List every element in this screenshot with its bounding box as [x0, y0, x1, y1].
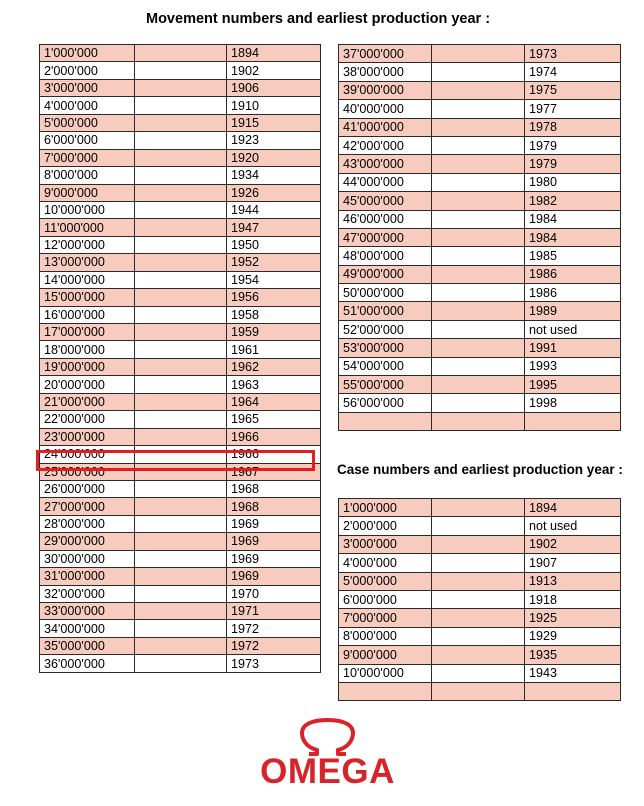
empty-cell	[135, 515, 227, 532]
year-cell: 1923	[227, 132, 321, 149]
serial-number-cell: 27'000'000	[40, 498, 135, 515]
movement-row	[40, 149, 321, 166]
movement-row	[40, 480, 321, 497]
movement-row	[339, 412, 621, 430]
case-row	[339, 664, 621, 682]
serial-number-cell: 28'000'000	[40, 515, 135, 532]
serial-number-cell: 7'000'000	[339, 609, 432, 627]
empty-cell	[135, 324, 227, 341]
serial-number-cell: 6'000'000	[339, 590, 432, 608]
movement-row	[40, 568, 321, 585]
year-cell: 1894	[525, 499, 621, 517]
year-cell	[525, 412, 621, 430]
empty-cell	[135, 603, 227, 620]
movement-row	[339, 339, 621, 357]
empty-cell	[432, 320, 525, 338]
movement-row	[40, 97, 321, 114]
empty-cell	[432, 590, 525, 608]
movement-row	[40, 376, 321, 393]
empty-cell	[432, 265, 525, 283]
empty-cell	[135, 184, 227, 201]
empty-cell	[135, 271, 227, 288]
year-cell: 1926	[227, 184, 321, 201]
empty-cell	[432, 247, 525, 265]
case-table	[338, 498, 621, 701]
empty-cell	[432, 118, 525, 136]
empty-cell	[432, 517, 525, 535]
year-cell: 1998	[525, 394, 621, 412]
empty-cell	[432, 100, 525, 118]
serial-number-cell: 43'000'000	[339, 155, 432, 173]
empty-cell	[135, 306, 227, 323]
year-cell: 1915	[227, 114, 321, 131]
year-cell: 1920	[227, 149, 321, 166]
movement-table-title: Movement numbers and earliest production year :	[146, 11, 491, 27]
empty-cell	[432, 394, 525, 412]
year-cell: 1935	[525, 646, 621, 664]
movement-row	[40, 358, 321, 375]
omega-logo	[255, 718, 400, 790]
empty-cell	[135, 480, 227, 497]
serial-number-cell: 33'000'000	[40, 603, 135, 620]
year-cell: 1906	[227, 79, 321, 96]
serial-number-cell: 50'000'000	[339, 284, 432, 302]
movement-row	[339, 320, 621, 338]
year-cell: 1967	[227, 463, 321, 480]
serial-number-cell: 8'000'000	[40, 167, 135, 184]
year-cell: 1910	[227, 97, 321, 114]
serial-number-cell: 4'000'000	[40, 97, 135, 114]
empty-cell	[135, 254, 227, 271]
year-cell: 1986	[525, 265, 621, 283]
empty-cell	[135, 149, 227, 166]
year-cell: 1944	[227, 201, 321, 218]
movement-row	[40, 550, 321, 567]
empty-cell	[135, 585, 227, 602]
year-cell: 1943	[525, 664, 621, 682]
year-cell: 1991	[525, 339, 621, 357]
serial-number-cell: 32'000'000	[40, 585, 135, 602]
movement-row	[40, 254, 321, 271]
movement-row	[339, 265, 621, 283]
empty-cell	[432, 210, 525, 228]
serial-number-cell: 46'000'000	[339, 210, 432, 228]
serial-number-cell: 1'000'000	[339, 499, 432, 517]
movement-row	[40, 45, 321, 62]
year-cell: 1958	[227, 306, 321, 323]
empty-cell	[135, 620, 227, 637]
empty-cell	[135, 533, 227, 550]
serial-number-cell: 36'000'000	[40, 655, 135, 672]
movement-row	[339, 173, 621, 191]
year-cell: 1984	[525, 210, 621, 228]
movement-row	[40, 603, 321, 620]
movement-row	[339, 192, 621, 210]
serial-number-cell: 12'000'000	[40, 236, 135, 253]
empty-cell	[432, 609, 525, 627]
empty-cell	[432, 228, 525, 246]
year-cell: 1962	[227, 358, 321, 375]
serial-number-cell: 45'000'000	[339, 192, 432, 210]
year-cell: 1902	[227, 62, 321, 79]
case-table-title: Case numbers and earliest production year :	[337, 462, 623, 477]
movement-row	[339, 394, 621, 412]
movement-table-right	[338, 44, 621, 431]
serial-number-cell: 1'000'000	[40, 45, 135, 62]
year-cell: 1995	[525, 376, 621, 394]
empty-cell	[135, 45, 227, 62]
year-cell: 1952	[227, 254, 321, 271]
year-cell: 1964	[227, 393, 321, 410]
serial-number-cell: 2'000'000	[339, 517, 432, 535]
empty-cell	[432, 339, 525, 357]
case-row	[339, 572, 621, 590]
movement-table-left	[39, 44, 321, 673]
serial-number-cell: 40'000'000	[339, 100, 432, 118]
movement-row	[339, 357, 621, 375]
movement-row	[40, 620, 321, 637]
serial-number-cell: 48'000'000	[339, 247, 432, 265]
movement-row	[339, 284, 621, 302]
empty-cell	[135, 341, 227, 358]
movement-row	[40, 306, 321, 323]
serial-number-cell: 23'000'000	[40, 428, 135, 445]
serial-number-cell: 44'000'000	[339, 173, 432, 191]
serial-number-cell: 39'000'000	[339, 81, 432, 99]
case-row	[339, 627, 621, 645]
empty-cell	[135, 498, 227, 515]
serial-number-cell: 13'000'000	[40, 254, 135, 271]
year-cell: 1989	[525, 302, 621, 320]
serial-number-cell: 53'000'000	[339, 339, 432, 357]
year-cell: 1972	[227, 620, 321, 637]
serial-number-cell: 29'000'000	[40, 533, 135, 550]
serial-number-cell: 5'000'000	[40, 114, 135, 131]
empty-cell	[135, 236, 227, 253]
empty-cell	[432, 376, 525, 394]
empty-cell	[135, 114, 227, 131]
movement-row	[40, 236, 321, 253]
case-row	[339, 682, 621, 700]
serial-number-cell: 35'000'000	[40, 637, 135, 654]
year-cell: 1985	[525, 247, 621, 265]
movement-row	[40, 585, 321, 602]
year-cell: not used	[525, 517, 621, 535]
empty-cell	[432, 357, 525, 375]
empty-cell	[135, 62, 227, 79]
year-cell: 1913	[525, 572, 621, 590]
serial-number-cell: 51'000'000	[339, 302, 432, 320]
empty-cell	[135, 97, 227, 114]
serial-number-cell	[339, 682, 432, 700]
year-cell: 1934	[227, 167, 321, 184]
serial-number-cell: 4'000'000	[339, 554, 432, 572]
empty-cell	[135, 132, 227, 149]
movement-row	[339, 45, 621, 63]
movement-row	[40, 341, 321, 358]
year-cell: 1961	[227, 341, 321, 358]
movement-row	[40, 655, 321, 672]
year-cell: not used	[525, 320, 621, 338]
year-cell: 1980	[525, 173, 621, 191]
year-cell: 1971	[227, 603, 321, 620]
empty-cell	[432, 45, 525, 63]
movement-row	[40, 428, 321, 445]
movement-row	[40, 393, 321, 410]
year-cell: 1963	[227, 376, 321, 393]
serial-number-cell: 42'000'000	[339, 136, 432, 154]
serial-number-cell: 16'000'000	[40, 306, 135, 323]
year-cell: 1984	[525, 228, 621, 246]
movement-row	[40, 515, 321, 532]
empty-cell	[135, 655, 227, 672]
serial-number-cell: 34'000'000	[40, 620, 135, 637]
serial-number-cell: 38'000'000	[339, 63, 432, 81]
serial-number-cell: 55'000'000	[339, 376, 432, 394]
serial-number-cell: 3'000'000	[40, 79, 135, 96]
serial-number-cell: 21'000'000	[40, 393, 135, 410]
movement-row	[40, 324, 321, 341]
empty-cell	[135, 79, 227, 96]
empty-cell	[432, 554, 525, 572]
case-row	[339, 499, 621, 517]
serial-number-cell: 18'000'000	[40, 341, 135, 358]
empty-cell	[135, 358, 227, 375]
serial-number-cell: 7'000'000	[40, 149, 135, 166]
year-cell: 1969	[227, 533, 321, 550]
serial-number-cell: 26'000'000	[40, 480, 135, 497]
serial-number-cell: 56'000'000	[339, 394, 432, 412]
serial-number-cell: 22'000'000	[40, 411, 135, 428]
year-cell: 1966	[227, 428, 321, 445]
movement-row	[339, 247, 621, 265]
empty-cell	[135, 393, 227, 410]
year-cell: 1925	[525, 609, 621, 627]
year-cell: 1982	[525, 192, 621, 210]
year-cell: 1974	[525, 63, 621, 81]
year-cell: 1972	[227, 637, 321, 654]
case-row	[339, 609, 621, 627]
movement-row	[40, 271, 321, 288]
year-cell: 1950	[227, 236, 321, 253]
case-row	[339, 535, 621, 553]
year-cell: 1969	[227, 515, 321, 532]
empty-cell	[135, 289, 227, 306]
serial-number-cell: 10'000'000	[339, 664, 432, 682]
highlight-box	[36, 450, 315, 471]
year-cell: 1986	[525, 284, 621, 302]
empty-cell	[432, 499, 525, 517]
year-cell: 1969	[227, 550, 321, 567]
empty-cell	[135, 568, 227, 585]
movement-row	[40, 637, 321, 654]
case-row	[339, 590, 621, 608]
movement-row	[40, 201, 321, 218]
year-cell: 1979	[525, 155, 621, 173]
movement-row	[40, 62, 321, 79]
serial-number-cell: 3'000'000	[339, 535, 432, 553]
movement-row	[339, 100, 621, 118]
serial-number-cell: 47'000'000	[339, 228, 432, 246]
movement-row	[40, 114, 321, 131]
movement-row	[40, 184, 321, 201]
serial-number-cell: 5'000'000	[339, 572, 432, 590]
serial-number-cell: 9'000'000	[339, 646, 432, 664]
serial-number-cell: 31'000'000	[40, 568, 135, 585]
serial-number-cell	[339, 412, 432, 430]
empty-cell	[135, 167, 227, 184]
movement-row	[40, 132, 321, 149]
year-cell: 1918	[525, 590, 621, 608]
movement-row	[339, 136, 621, 154]
serial-number-cell: 25'000'000	[40, 463, 135, 480]
year-cell: 1968	[227, 480, 321, 497]
empty-cell	[432, 81, 525, 99]
empty-cell	[135, 411, 227, 428]
case-row	[339, 646, 621, 664]
serial-number-cell: 2'000'000	[40, 62, 135, 79]
year-cell: 1965	[227, 411, 321, 428]
movement-row	[40, 219, 321, 236]
empty-cell	[432, 63, 525, 81]
movement-row	[40, 167, 321, 184]
serial-number-cell: 54'000'000	[339, 357, 432, 375]
empty-cell	[432, 627, 525, 645]
year-cell: 1970	[227, 585, 321, 602]
year-cell: 1978	[525, 118, 621, 136]
empty-cell	[432, 155, 525, 173]
serial-number-cell: 19'000'000	[40, 358, 135, 375]
case-row	[339, 517, 621, 535]
movement-row	[40, 498, 321, 515]
empty-cell	[432, 173, 525, 191]
year-cell: 1968	[227, 498, 321, 515]
empty-cell	[432, 412, 525, 430]
year-cell: 1956	[227, 289, 321, 306]
serial-number-cell: 24'000'000	[40, 446, 135, 463]
empty-cell	[135, 637, 227, 654]
empty-cell	[135, 201, 227, 218]
movement-row	[339, 376, 621, 394]
year-cell: 1973	[525, 45, 621, 63]
year-cell: 1959	[227, 324, 321, 341]
year-cell: 1947	[227, 219, 321, 236]
empty-cell	[135, 219, 227, 236]
year-cell: 1975	[525, 81, 621, 99]
movement-row	[339, 210, 621, 228]
case-row	[339, 554, 621, 572]
serial-number-cell: 41'000'000	[339, 118, 432, 136]
serial-number-cell: 11'000'000	[40, 219, 135, 236]
empty-cell	[432, 136, 525, 154]
movement-row	[40, 411, 321, 428]
year-cell: 1954	[227, 271, 321, 288]
year-cell: 1993	[525, 357, 621, 375]
movement-row	[40, 79, 321, 96]
movement-row	[40, 289, 321, 306]
serial-number-cell: 52'000'000	[339, 320, 432, 338]
serial-number-cell: 17'000'000	[40, 324, 135, 341]
logo-text: OMEGA	[260, 752, 395, 791]
movement-row	[339, 118, 621, 136]
movement-row	[339, 63, 621, 81]
year-cell: 1979	[525, 136, 621, 154]
empty-cell	[432, 646, 525, 664]
movement-row	[339, 302, 621, 320]
empty-cell	[432, 572, 525, 590]
serial-number-cell: 6'000'000	[40, 132, 135, 149]
empty-cell	[432, 682, 525, 700]
year-cell: 1929	[525, 627, 621, 645]
serial-number-cell: 9'000'000	[40, 184, 135, 201]
serial-number-cell: 15'000'000	[40, 289, 135, 306]
empty-cell	[432, 302, 525, 320]
empty-cell	[432, 284, 525, 302]
movement-row	[339, 155, 621, 173]
year-cell: 1966	[227, 446, 321, 463]
movement-row	[40, 533, 321, 550]
year-cell	[525, 682, 621, 700]
empty-cell	[135, 428, 227, 445]
serial-number-cell: 30'000'000	[40, 550, 135, 567]
serial-number-cell: 10'000'000	[40, 201, 135, 218]
serial-number-cell: 14'000'000	[40, 271, 135, 288]
movement-row	[339, 228, 621, 246]
year-cell: 1973	[227, 655, 321, 672]
year-cell: 1977	[525, 100, 621, 118]
empty-cell	[432, 664, 525, 682]
empty-cell	[135, 550, 227, 567]
serial-number-cell: 37'000'000	[339, 45, 432, 63]
year-cell: 1902	[525, 535, 621, 553]
serial-number-cell: 20'000'000	[40, 376, 135, 393]
year-cell: 1907	[525, 554, 621, 572]
year-cell: 1969	[227, 568, 321, 585]
movement-row	[339, 81, 621, 99]
year-cell: 1894	[227, 45, 321, 62]
serial-number-cell: 49'000'000	[339, 265, 432, 283]
serial-number-cell: 8'000'000	[339, 627, 432, 645]
empty-cell	[432, 535, 525, 553]
empty-cell	[432, 192, 525, 210]
empty-cell	[135, 376, 227, 393]
